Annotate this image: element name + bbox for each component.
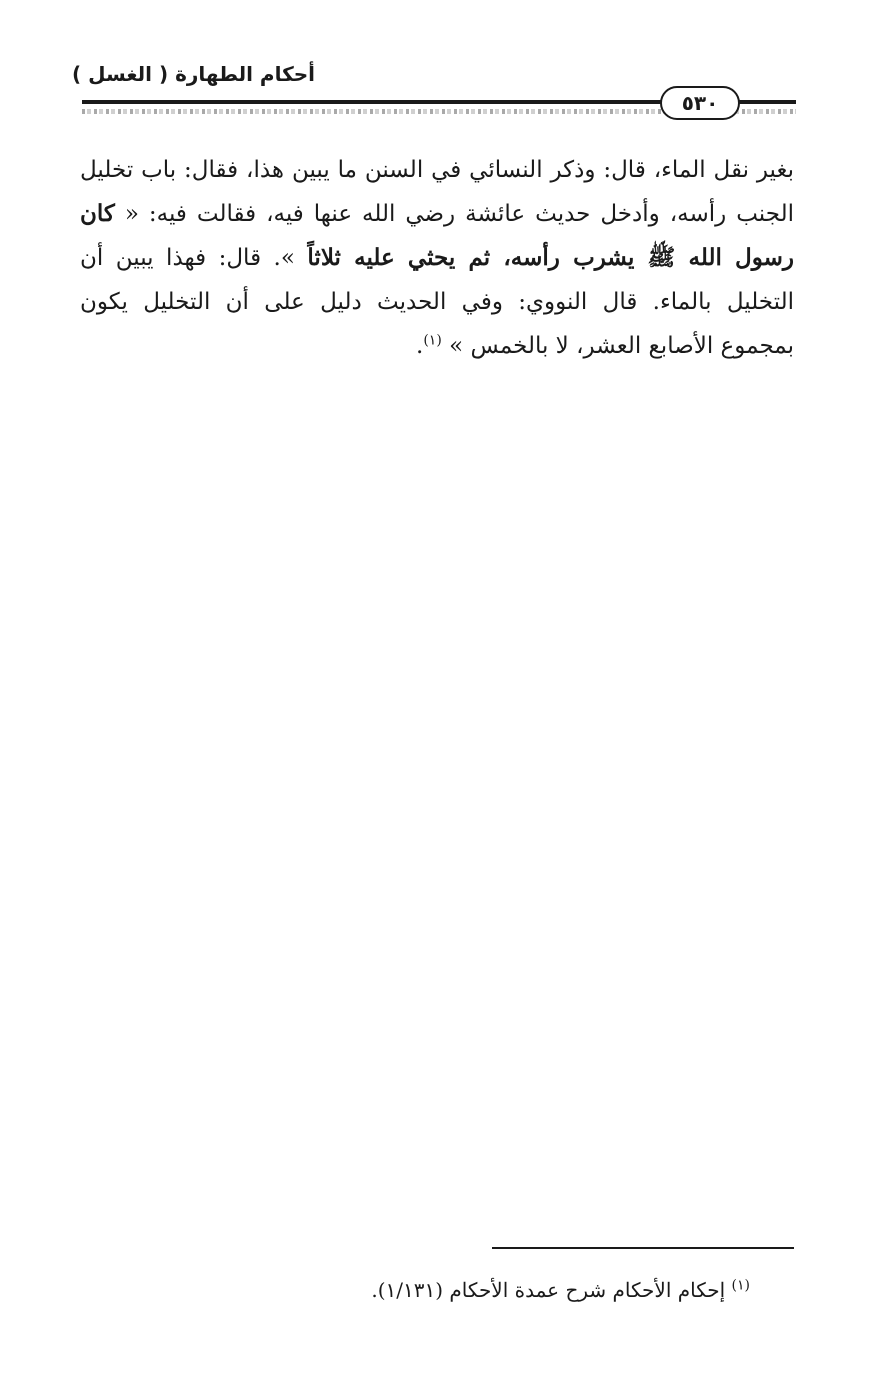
header-rule-right <box>738 100 796 104</box>
text-end: . <box>416 333 424 359</box>
footnote-text: إحكام الأحكام شرح عمدة الأحكام (١/١٣١). <box>371 1278 732 1302</box>
header-rule <box>82 100 662 104</box>
running-title: أحكام الطهارة ( الغسل ) <box>72 62 315 86</box>
text-part-1: بغير نقل الماء، قال: وذكر النسائي في السنن ما يبين هذا، فقال: باب تخليل الجنب رأسه، وأدخل حديث عائشة رضي الله عنها فيه، فقالت فيه: « <box>80 157 794 227</box>
footnote <box>200 1272 750 1308</box>
footnote-ref: (١) <box>423 332 442 349</box>
page-number: ٥٣٠ <box>660 86 740 120</box>
footnote-separator <box>492 1247 794 1249</box>
footnote-marker: (١) <box>731 1277 750 1294</box>
page-header <box>0 0 879 140</box>
hadith-quote: كان رسول الله ﷺ يشرب رأسه، ثم يحثي عليه ثلاثاً <box>80 200 794 271</box>
text-part-2: ». قال: فهذا يبين أن التخليل بالماء. قال النووي: وفي الحديث دليل على أن التخليل يكون بمجموع الأصابع العشر، لا بالخمس » <box>80 245 794 359</box>
main-text <box>80 148 794 368</box>
paragraph <box>80 148 794 368</box>
